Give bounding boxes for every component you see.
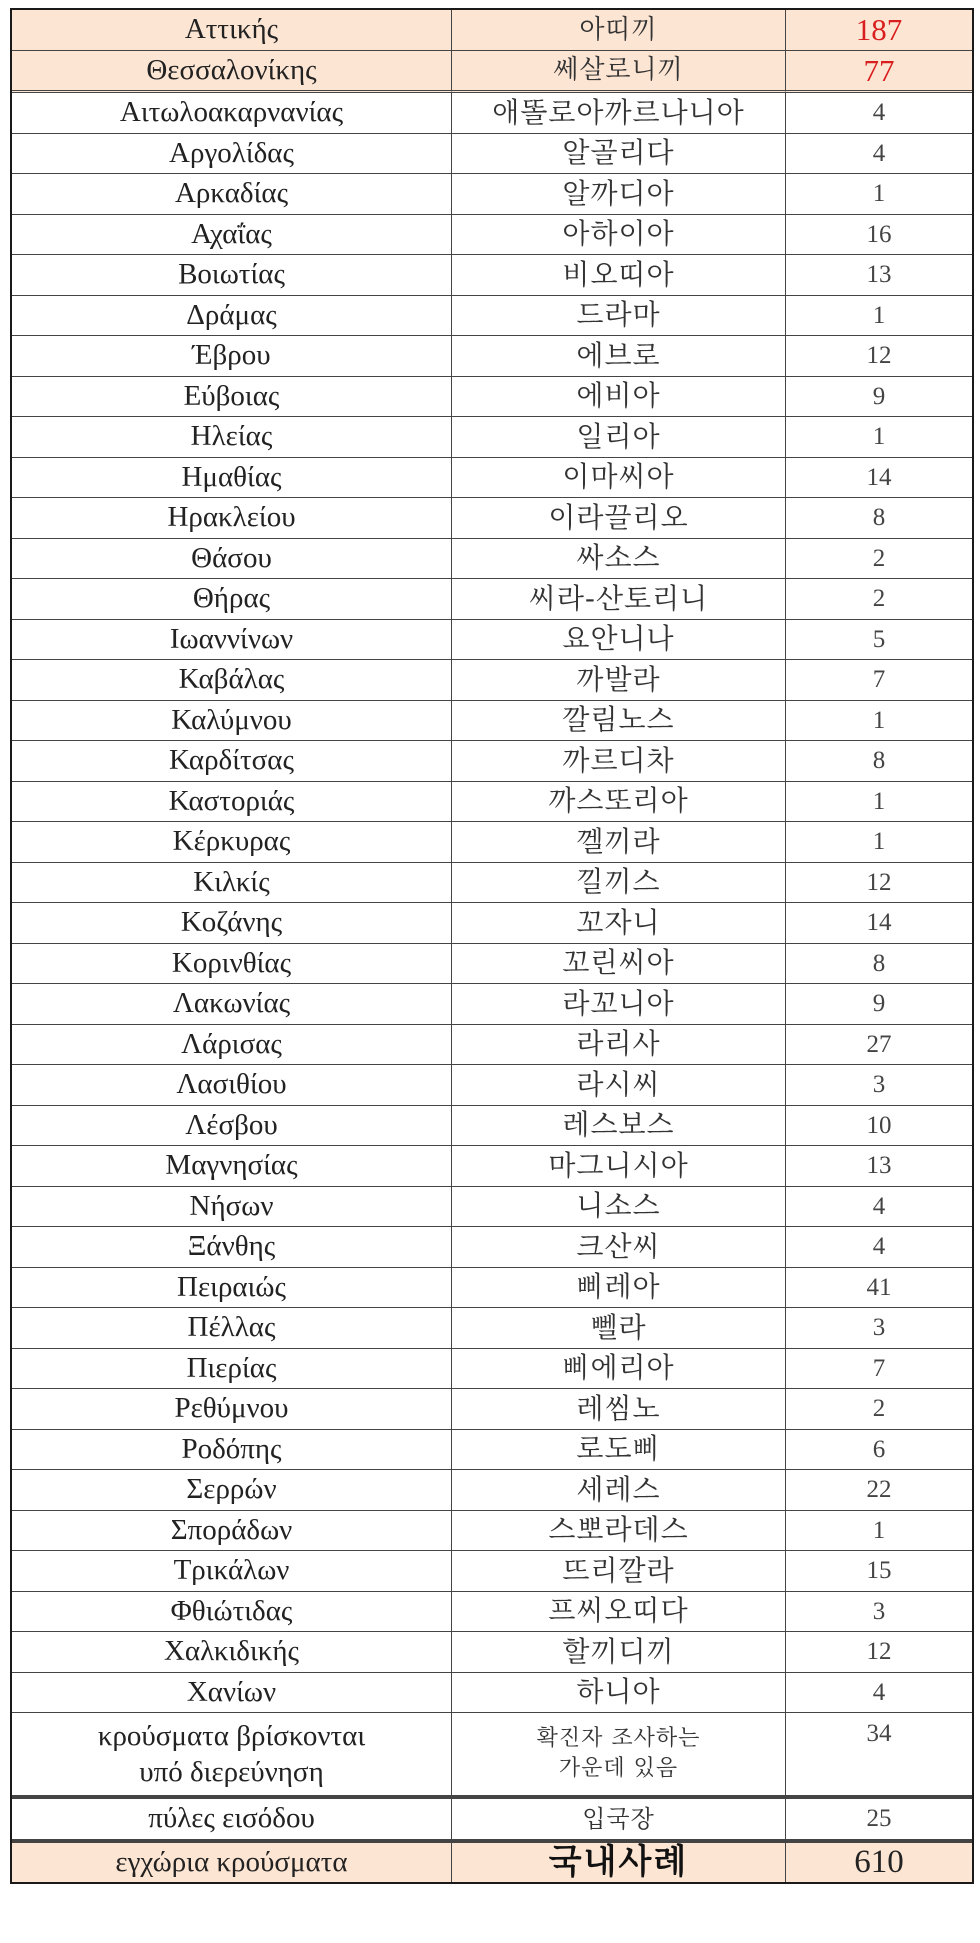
region-korean-name: 라꼬니아	[452, 984, 786, 1025]
region-korean-name: 세레스	[452, 1470, 786, 1511]
table-row	[12, 377, 972, 418]
case-count: 12	[786, 336, 972, 377]
region-greek-name: Αχαΐας	[12, 215, 452, 256]
region-greek-name: Σποράδων	[12, 1511, 452, 1552]
region-korean-name: 에브로	[452, 336, 786, 377]
table-row	[12, 1025, 972, 1066]
table-row	[12, 498, 972, 539]
region-greek-name: Αιτωλοακαρνανίας	[12, 93, 452, 134]
table-row	[12, 10, 972, 51]
case-count: 8	[786, 498, 972, 539]
case-count: 2	[786, 1389, 972, 1430]
region-greek-name: Έβρου	[12, 336, 452, 377]
region-greek-name: Κοζάνης	[12, 903, 452, 944]
case-count: 1	[786, 822, 972, 863]
region-korean-name: 드라마	[452, 296, 786, 337]
region-greek-name: Πιερίας	[12, 1349, 452, 1390]
table-row	[12, 620, 972, 661]
domestic-total-greek: εγχώρια κρούσματα	[12, 1840, 452, 1883]
table-row	[12, 336, 972, 377]
region-greek-name: Λέσβου	[12, 1106, 452, 1147]
region-korean-name: 깔림노스	[452, 701, 786, 742]
region-korean-name: 비오띠아	[452, 255, 786, 296]
case-count: 8	[786, 741, 972, 782]
table-row	[12, 458, 972, 499]
table-row	[12, 863, 972, 904]
region-greek-name: Δράμας	[12, 296, 452, 337]
region-korean-name: 꼬자니	[452, 903, 786, 944]
region-greek-name: Θήρας	[12, 579, 452, 620]
region-korean-name: 에비아	[452, 377, 786, 418]
case-count: 2	[786, 539, 972, 580]
region-greek-name: Καβάλας	[12, 660, 452, 701]
case-count: 9	[786, 377, 972, 418]
region-greek-name: Ηλείας	[12, 417, 452, 458]
region-greek-name: Κορινθίας	[12, 944, 452, 985]
region-korean-name: 레씸노	[452, 1389, 786, 1430]
case-count: 9	[786, 984, 972, 1025]
table-row	[12, 417, 972, 458]
region-korean-name: 프씨오띠다	[452, 1592, 786, 1633]
table-row	[12, 660, 972, 701]
under-investigation-row	[12, 1713, 972, 1796]
region-korean-name: 까스또리아	[452, 782, 786, 823]
region-greek-name: Λάρισας	[12, 1025, 452, 1066]
region-korean-name: 낄끼스	[452, 863, 786, 904]
region-greek-name: Βοιωτίας	[12, 255, 452, 296]
table-row	[12, 1227, 972, 1268]
case-count: 7	[786, 660, 972, 701]
region-greek-name: Χανίων	[12, 1673, 452, 1714]
entry-gates-korean: 입국장	[452, 1796, 786, 1840]
region-greek-name: Λασιθίου	[12, 1065, 452, 1106]
region-greek-name: Καρδίτσας	[12, 741, 452, 782]
case-count: 3	[786, 1065, 972, 1106]
case-count: 7	[786, 1349, 972, 1390]
table-row	[12, 1470, 972, 1511]
case-count: 16	[786, 215, 972, 256]
region-korean-name: 싸소스	[452, 539, 786, 580]
table-row	[12, 215, 972, 256]
table-row	[12, 134, 972, 175]
region-greek-name: Λακωνίας	[12, 984, 452, 1025]
region-korean-name: 까발라	[452, 660, 786, 701]
entry-gates-count: 25	[786, 1796, 972, 1840]
case-count: 10	[786, 1106, 972, 1147]
case-count: 1	[786, 1511, 972, 1552]
case-count: 12	[786, 863, 972, 904]
region-greek-name: Ρεθύμνου	[12, 1389, 452, 1430]
region-greek-name: Νήσων	[12, 1187, 452, 1228]
region-greek-name: Ημαθίας	[12, 458, 452, 499]
region-korean-name: 요안니나	[452, 620, 786, 661]
table-row	[12, 1673, 972, 1714]
table-row	[12, 1065, 972, 1106]
region-greek-name: Τρικάλων	[12, 1551, 452, 1592]
case-count: 13	[786, 255, 972, 296]
entry-gates-greek: πύλες εισόδου	[12, 1796, 452, 1840]
case-count: 2	[786, 579, 972, 620]
region-greek-name: Αρκαδίας	[12, 174, 452, 215]
region-greek-name: Ροδόπης	[12, 1430, 452, 1471]
case-count: 3	[786, 1592, 972, 1633]
table-row	[12, 1430, 972, 1471]
region-greek-name: Θεσσαλονίκης	[12, 51, 452, 94]
table-row	[12, 296, 972, 337]
table-row	[12, 1349, 972, 1390]
under-investigation-greek	[12, 1713, 452, 1796]
region-korean-name: 알까디아	[452, 174, 786, 215]
table-row	[12, 174, 972, 215]
case-count: 14	[786, 458, 972, 499]
region-greek-name: Κιλκίς	[12, 863, 452, 904]
region-korean-name: 레스보스	[452, 1106, 786, 1147]
case-count: 77	[786, 51, 972, 94]
region-greek-name: Θάσου	[12, 539, 452, 580]
region-greek-name: Καλύμνου	[12, 701, 452, 742]
domestic-total-count: 610	[786, 1840, 972, 1883]
cases-table-body	[12, 10, 972, 1882]
region-korean-name: 하니아	[452, 1673, 786, 1714]
region-korean-name: 삐레아	[452, 1268, 786, 1309]
region-greek-name: Πέλλας	[12, 1308, 452, 1349]
region-greek-name: Πειραιώς	[12, 1268, 452, 1309]
region-greek-name: Φθιώτιδας	[12, 1592, 452, 1633]
table-row	[12, 782, 972, 823]
region-greek-name: Αργολίδας	[12, 134, 452, 175]
case-count: 14	[786, 903, 972, 944]
case-count: 4	[786, 1673, 972, 1714]
table-row	[12, 539, 972, 580]
table-row	[12, 1268, 972, 1309]
case-count: 1	[786, 296, 972, 337]
table-row	[12, 1511, 972, 1552]
domestic-total-row	[12, 1840, 972, 1883]
case-count: 13	[786, 1146, 972, 1187]
region-greek-name: Εύβοιας	[12, 377, 452, 418]
case-count: 3	[786, 1308, 972, 1349]
region-korean-name: 로도삐	[452, 1430, 786, 1471]
table-row	[12, 579, 972, 620]
case-count: 4	[786, 1187, 972, 1228]
table-row	[12, 984, 972, 1025]
region-korean-name: 마그니시아	[452, 1146, 786, 1187]
region-korean-name: 알골리다	[452, 134, 786, 175]
table-row	[12, 1106, 972, 1147]
table-row	[12, 822, 972, 863]
under-investigation-count: 34	[786, 1713, 972, 1796]
region-korean-name: 껠끼라	[452, 822, 786, 863]
case-count: 1	[786, 701, 972, 742]
region-greek-name: Ιωαννίνων	[12, 620, 452, 661]
table-row	[12, 51, 972, 94]
under-investigation-korean	[452, 1713, 786, 1796]
region-korean-name: 애똘로아까르나니아	[452, 93, 786, 134]
table-row	[12, 1308, 972, 1349]
case-count: 27	[786, 1025, 972, 1066]
region-greek-name: Αττικής	[12, 10, 452, 51]
region-korean-name: 일리아	[452, 417, 786, 458]
region-korean-name: 이마씨아	[452, 458, 786, 499]
case-count: 187	[786, 10, 972, 51]
region-korean-name: 니소스	[452, 1187, 786, 1228]
case-count: 4	[786, 93, 972, 134]
table-row	[12, 1551, 972, 1592]
case-count: 1	[786, 174, 972, 215]
table-row	[12, 1592, 972, 1633]
case-count: 15	[786, 1551, 972, 1592]
table-row	[12, 1389, 972, 1430]
table-row	[12, 1187, 972, 1228]
case-count: 41	[786, 1268, 972, 1309]
korean-line-2: 가운데 있음	[558, 1756, 679, 1781]
table-row	[12, 1146, 972, 1187]
entry-gates-row	[12, 1796, 972, 1840]
case-count: 8	[786, 944, 972, 985]
region-greek-name: Χαλκιδικής	[12, 1632, 452, 1673]
region-korean-name: 라리사	[452, 1025, 786, 1066]
case-count: 4	[786, 1227, 972, 1268]
table-row	[12, 255, 972, 296]
region-korean-name: 스뽀라데스	[452, 1511, 786, 1552]
region-korean-name: 뻴라	[452, 1308, 786, 1349]
region-greek-name: Ηρακλείου	[12, 498, 452, 539]
region-korean-name: 까르디차	[452, 741, 786, 782]
greek-line-2: υπό διερεύνηση	[139, 1756, 324, 1788]
region-korean-name: 씨라-산토리니	[452, 579, 786, 620]
region-korean-name: 이라끌리오	[452, 498, 786, 539]
region-korean-name: 꼬린씨아	[452, 944, 786, 985]
case-count: 1	[786, 417, 972, 458]
table-row	[12, 1632, 972, 1673]
case-count: 4	[786, 134, 972, 175]
region-korean-name: 삐에리아	[452, 1349, 786, 1390]
region-korean-name: 아띠끼	[452, 10, 786, 51]
region-korean-name: 아하이아	[452, 215, 786, 256]
case-count: 12	[786, 1632, 972, 1673]
region-greek-name: Μαγνησίας	[12, 1146, 452, 1187]
region-korean-name: 할끼디끼	[452, 1632, 786, 1673]
case-count: 22	[786, 1470, 972, 1511]
table-row	[12, 944, 972, 985]
greek-line-1: κρούσματα βρίσκονται	[97, 1720, 366, 1752]
case-count: 5	[786, 620, 972, 661]
region-korean-name: 크산씨	[452, 1227, 786, 1268]
domestic-total-korean: 국내사례	[452, 1840, 786, 1883]
region-greek-name: Ξάνθης	[12, 1227, 452, 1268]
table-row	[12, 701, 972, 742]
region-greek-name: Σερρών	[12, 1470, 452, 1511]
table-row	[12, 903, 972, 944]
region-greek-name: Καστοριάς	[12, 782, 452, 823]
region-greek-name: Κέρκυρας	[12, 822, 452, 863]
case-count: 1	[786, 782, 972, 823]
region-korean-name: 라시씨	[452, 1065, 786, 1106]
case-count: 6	[786, 1430, 972, 1471]
table-row	[12, 741, 972, 782]
region-korean-name: 쎄살로니끼	[452, 51, 786, 94]
cases-table	[10, 8, 974, 1884]
korean-line-1: 확진자 조사하는	[536, 1726, 701, 1751]
region-korean-name: 뜨리깔라	[452, 1551, 786, 1592]
table-row	[12, 93, 972, 134]
